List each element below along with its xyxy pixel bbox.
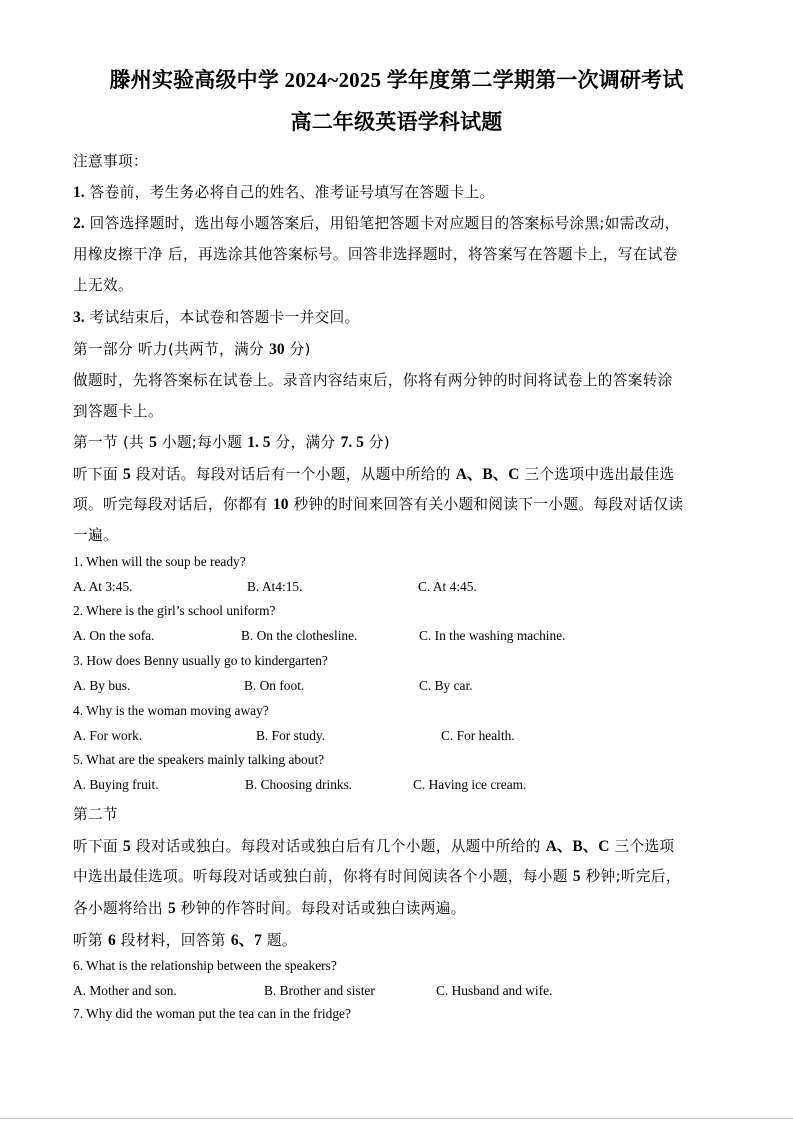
section1-heading: 第一节 (共 5 小题;每小题 1. 5 分，满分 7. 5 分)	[73, 434, 390, 451]
q4-option-c: C. For health.	[441, 728, 515, 743]
notice-item-2: 2. 回答选择题时，选出每小题答案后，用铅笔把答题卡对应题目的答案标号涂黑;如需改动，	[73, 215, 680, 232]
q1-option-b: B. At4:15.	[247, 579, 303, 594]
q1-option-a: A. At 3:45.	[73, 579, 133, 594]
section2-instruction-line1: 听下面 5 段对话或独白。每段对话或独白后有几个小题，从题中所给的 A、B、C 三个选项	[73, 838, 675, 855]
page-bottom-rule	[0, 1118, 793, 1119]
q5-option-b: B. Choosing drinks.	[245, 777, 353, 792]
q2-option-c: C. In the washing machine.	[419, 628, 566, 643]
q3-option-b: B. On foot.	[244, 678, 305, 693]
question-2: 2. Where is the girl’s school uniform?	[73, 603, 276, 618]
q5-option-a: A. Buying fruit.	[73, 777, 159, 792]
part1-instruction-line1: 做题时，先将答案标在试卷上。录音内容结束后，你将有两分钟的时间将试卷上的答案转涂	[73, 372, 673, 389]
notice-item-3: 3. 考试结束后，本试卷和答题卡一并交回。	[73, 309, 360, 326]
notice-item-2-end: 上无效。	[73, 277, 133, 294]
section1-instruction-line2: 项。听完每段对话后，你都有 10 秒钟的时间来回答有关小题和阅读下一小题。每段对话仅读	[73, 496, 684, 513]
question-5: 5. What are the speakers mainly talking about?	[73, 752, 325, 767]
q4-option-b: B. For study.	[256, 728, 326, 743]
material-6-heading: 听第 6 段材料，回答第 6、7 题。	[73, 932, 297, 949]
q6-option-c: C. Husband and wife.	[436, 983, 553, 998]
notice-item-1: 1. 答卷前，考生务必将自己的姓名、准考证号填写在答题卡上。	[73, 184, 495, 201]
notice-item-2-cont: 用橡皮擦干净 后，再选涂其他答案标号。回答非选择题时，将答案写在答题卡上，写在试卷	[73, 246, 678, 263]
section2-instruction-line3: 各小题将给出 5 秒钟的作答时间。每段对话或独白读两遍。	[73, 900, 466, 917]
q4-option-a: A. For work.	[73, 728, 143, 743]
question-7: 7. Why did the woman put the tea can in the fridge?	[73, 1006, 351, 1021]
q1-option-c: C. At 4:45.	[418, 579, 477, 594]
section2-heading: 第二节	[73, 806, 118, 823]
q6-option-b: B. Brother and sister	[264, 983, 375, 998]
part1-heading: 第一部分 听力(共两节，满分 30 分)	[73, 341, 311, 358]
q3-option-a: A. By bus.	[73, 678, 131, 693]
q2-option-a: A. On the sofa.	[73, 628, 155, 643]
exam-title: 滕州实验高级中学 2024~2025 学年度第二学期第一次调研考试	[109, 68, 684, 92]
q3-option-c: C. By car.	[419, 678, 473, 693]
exam-subtitle: 高二年级英语学科试题	[290, 110, 503, 134]
part1-instruction-line2: 到答题卡上。	[73, 403, 163, 420]
notice-heading: 注意事项：	[73, 153, 148, 170]
question-1: 1. When will the soup be ready?	[73, 554, 246, 569]
section1-instruction-line3: 一遍。	[73, 527, 118, 544]
q6-option-a: A. Mother and son.	[73, 983, 177, 998]
section2-instruction-line2: 中选出最佳选项。听每段对话或独白前，你将有时间阅读各个小题，每小题 5 秒钟;听完后，	[73, 868, 681, 885]
question-6: 6. What is the relationship between the speakers?	[73, 958, 337, 973]
question-3: 3. How does Benny usually go to kindergarten?	[73, 653, 328, 668]
q2-option-b: B. On the clothesline.	[241, 628, 358, 643]
q5-option-c: C. Having ice cream.	[413, 777, 527, 792]
question-4: 4. Why is the woman moving away?	[73, 703, 269, 718]
section1-instruction-line1: 听下面 5 段对话。每段对话后有一个小题，从题中所给的 A、B、C 三个选项中选出最佳选	[73, 466, 675, 483]
